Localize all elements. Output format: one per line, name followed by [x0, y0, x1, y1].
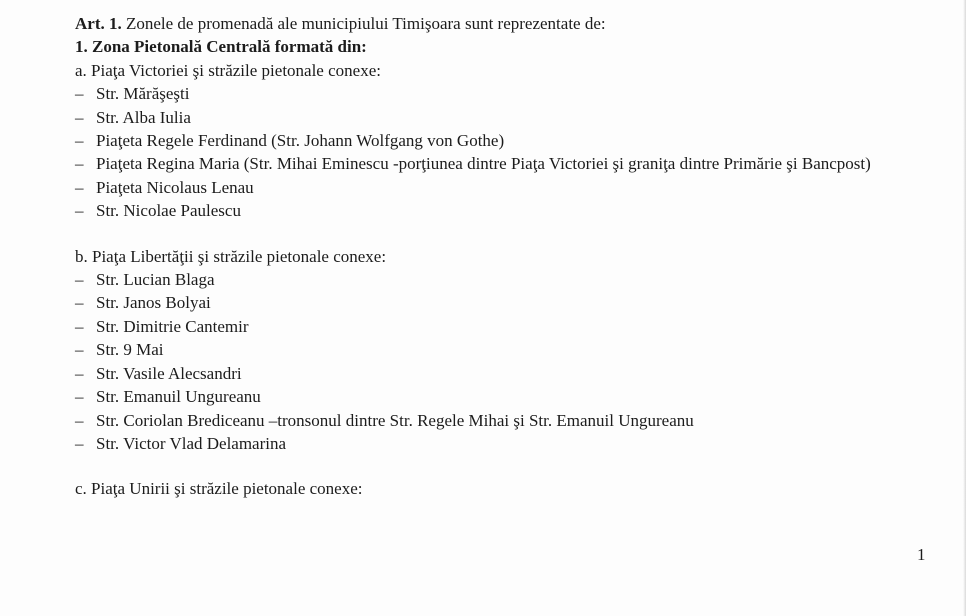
list-item — [75, 199, 935, 222]
list-item-text: Piaţeta Regina Maria (Str. Mihai Eminescu -porţiunea dintre Piaţa Victoriei şi graniţa dintre Primărie şi Bancpost) — [96, 154, 871, 174]
section-spacer — [75, 455, 935, 477]
dash-bullet: – — [75, 410, 84, 430]
zone-heading: 1. Zona Pietonală Centrală formată din: — [75, 37, 367, 57]
section-heading-c: c. Piaţa Unirii şi străzile pietonale conexe: — [75, 479, 363, 499]
article-label: Art. 1. — [75, 14, 122, 33]
dash-bullet: – — [75, 107, 84, 127]
list-item-text: Str. Emanuil Ungureanu — [96, 387, 261, 407]
list-item — [75, 106, 935, 129]
dash-bullet: – — [75, 316, 84, 336]
list-item — [75, 409, 935, 432]
list-item-text: Str. Victor Vlad Delamarina — [96, 433, 287, 453]
page-number: 1 — [917, 545, 926, 564]
list-item-text: Str. Dimitrie Cantemir — [96, 316, 249, 336]
dash-bullet: – — [75, 340, 84, 360]
dash-bullet: – — [75, 270, 84, 290]
list-item-text: Str. 9 Mai — [96, 340, 164, 360]
list-item-text: Str. Vasile Alecsandri — [96, 363, 242, 383]
dash-bullet: – — [75, 154, 84, 174]
list-item — [75, 268, 935, 291]
document-body — [75, 12, 935, 501]
section-heading-b: b. Piaţa Libertăţii şi străzile pietonale conexe: — [75, 246, 387, 266]
dash-bullet: – — [75, 177, 84, 197]
list-item-text: Piaţeta Regele Ferdinand (Str. Johann Wolfgang von Gothe) — [96, 131, 505, 151]
list-item — [75, 432, 935, 455]
section-spacer — [75, 223, 935, 245]
list-item-text: Piaţeta Nicolaus Lenau — [96, 177, 254, 197]
list-item — [75, 152, 935, 175]
dash-bullet: – — [75, 293, 84, 313]
dash-bullet: – — [75, 433, 84, 453]
list-item-text: Str. Nicolae Paulescu — [96, 201, 241, 221]
dash-bullet: – — [75, 387, 84, 407]
list-item-text: Str. Alba Iulia — [96, 107, 191, 127]
list-item-text: Str. Coriolan Brediceanu –tronsonul dintre Str. Regele Mihai şi Str. Emanuil Ungureanu — [96, 410, 694, 430]
list-item — [75, 315, 935, 338]
list-item-text: Str. Mărăşeşti — [96, 84, 190, 104]
list-item — [75, 291, 935, 314]
dash-bullet: – — [75, 201, 84, 221]
list-item — [75, 129, 935, 152]
dash-bullet: – — [75, 363, 84, 383]
dash-bullet: – — [75, 84, 84, 104]
list-item — [75, 362, 935, 385]
section-heading-a: a. Piaţa Victoriei şi străzile pietonale conexe: — [75, 60, 381, 80]
list-item-text: Str. Lucian Blaga — [96, 270, 215, 290]
list-item — [75, 385, 935, 408]
list-item — [75, 176, 935, 199]
list-item — [75, 338, 935, 361]
article-line — [75, 12, 935, 35]
list-item-text: Str. Janos Bolyai — [96, 293, 211, 313]
list-item — [75, 82, 935, 105]
article-intro: Zonele de promenadă ale municipiului Timişoara sunt reprezentate de: — [121, 14, 606, 33]
dash-bullet: – — [75, 131, 84, 151]
